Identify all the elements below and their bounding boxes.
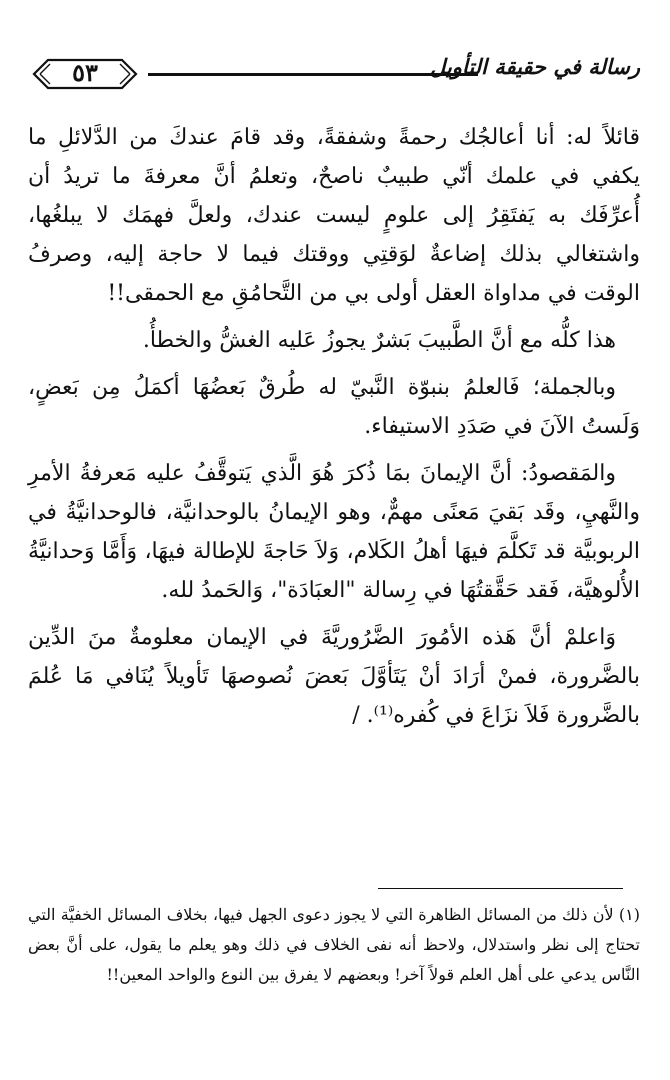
paragraph: قائلاً له: أنا أعالجُك رحمةً وشفقةً، وقد قامَ عندكَ من الدَّلائلِ ما يكفي في علمك أنّي طبيبٌ ناصحٌ، وتعلمُ أنَّ معرفةَ ما تريدُ أن أُعرِّفَك به يَفتَقِرُ إلى علومٍ ليست عندك، ولعلَّ فهمَك لا يبلغُها، واشتغالي بذلك إضاعةٌ لوَقتِي ووقتك فيما لا حاجة إليه، وصرفُ الوقت في مداواة العقل أولى بي من التَّحامُقِ مع الحمقى!! bbox=[28, 125, 640, 306]
paragraph: هذا كلُّه مع أنَّ الطَّبيبَ بَشرٌ يجوزُ عَليه الغشُّ والخطأُ. bbox=[142, 328, 616, 353]
main-text bbox=[28, 118, 640, 743]
header-rule bbox=[148, 73, 478, 76]
footnote-separator bbox=[378, 888, 623, 889]
paragraph: وبالجملة؛ فَالعلمُ بنبوّة النَّبيّ له طُرقٌ بَعضُهَا أكمَلُ مِن بَعضٍ، وَلَستُ الآنَ في صَدَدِ الاستيفاء. bbox=[28, 375, 640, 439]
running-title: رسالة في حقيقة التأويل bbox=[430, 54, 640, 79]
paragraph: والمَقصودُ: أنَّ الإيمانَ بمَا ذُكرَ هُوَ الَّذي يَتوقَّفُ عليه مَعرفةُ الأمرِ والنَّهيِ، وقَد بَقيَ مَعنًى مهمٌّ، وهو الإيمانُ بالوحدانيَّة، فالوحدانيَّةُ في الربوبيَّة قد تَكلَّمَ فيهَا أهلُ الكَلام، وَلاَ حَاجةَ للإطالة فيهَا، وَأَمَّا وَحدانيَّةُ الأُلوهيَّة، فَقد حَقَّقتُهَا في رِسالة "العبَادَة"، وَالحَمدُ لله. bbox=[28, 461, 640, 603]
paragraph: وَاعلمْ أنَّ هَذه الأمُورَ الضَّرُوريَّةَ في الإيمان معلومةٌ منَ الدِّين بالضَّرورة، فمنْ أرَادَ أنْ يَتَأوَّلَ بَعضَ نُصوصهَا تَأويلاً يُنَافي مَا عُلمَ بالضَّرورة فَلاَ نزَاعَ في كُفره⁽¹⁾. / bbox=[28, 625, 640, 728]
page-number: ٥٣ bbox=[72, 58, 98, 87]
page-header bbox=[30, 52, 640, 96]
page-number-badge bbox=[30, 56, 140, 92]
footnote bbox=[28, 900, 640, 990]
footnote-text: (١) لأن ذلك من المسائل الظاهرة التي لا يجوز دعوى الجهل فيها، بخلاف المسائل الخفيَّة التي تحتاج إلى نظر واستدلال، ولاحظ أنه نفى الخلاف في ذلك وهو يعلم ما يقول، على أنَّ بعض النَّاس يدعي على أهل العلم قولاً آخر! وبعضهم لا يفرق بين النوع والواحد المعين!! bbox=[28, 905, 641, 984]
